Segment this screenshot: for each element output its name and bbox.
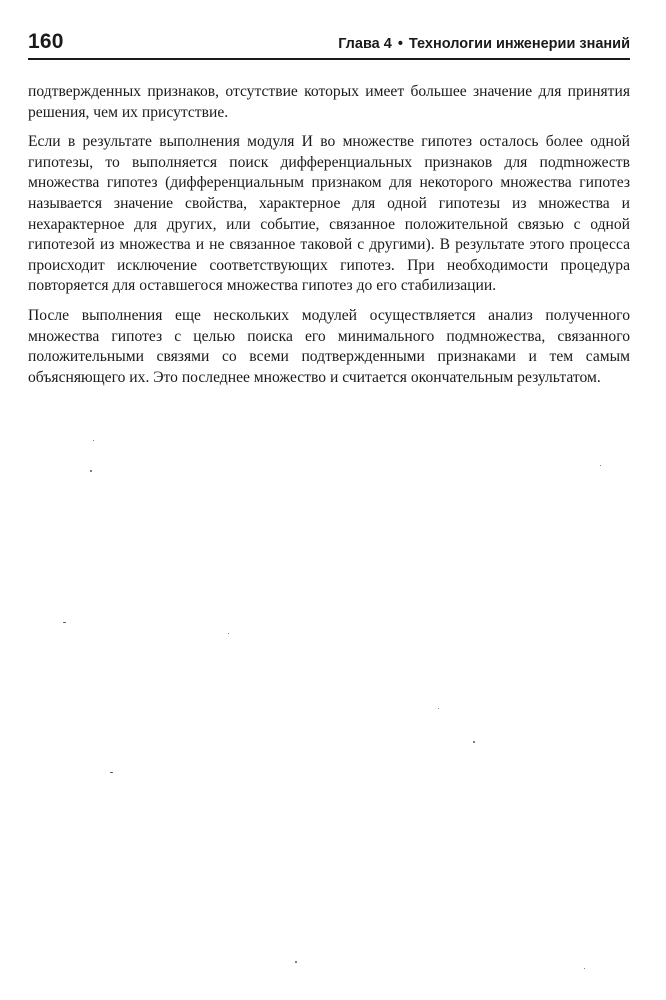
page-number: 160 [28,30,64,53]
scan-speck [93,440,94,441]
bullet-separator: • [397,36,403,52]
chapter-label: Глава 4 [338,36,392,52]
book-page [28,30,630,397]
scan-speck [63,622,66,623]
chapter-title: Технологии инженерии знаний [408,36,630,52]
scan-speck [600,465,601,466]
scan-speck [295,961,297,963]
paragraph: подтвержденных признаков, отсутствие которых имеет большее значение для принятия решения, чем их присутствие. [28,83,630,121]
running-header [28,30,630,60]
paragraph: После выполнения еще нескольких модулей осуществляется анализ полученного множества гипотез с целью поиска его минимального подмножества, связанного положительными связями со всеми подтвержденными признаками и тем самым объясняющего их. Это последнее множество и считается окончательным результатом. [28,306,630,386]
scan-speck [584,968,585,969]
body-text [28,82,630,388]
chapter-heading [338,36,630,52]
scan-speck [90,470,92,472]
scan-speck [473,741,475,743]
paragraph: Если в результате выполнения модуля И во множестве гипотез осталось более одной гипотезы, то выполняется поиск дифференциальных признаков для подmножеств множества гипотез (дифференциальным признаком для некоторого множества гипотез называется значение свойства, характерное для одной гипотезы из множества и нехарактерное для других, или событие, связанное положительной связью с одной гипотезой из множества и не связанное таковой с другими). В результате этого процесса происходит исключение соответствующих гипотез. При необходимости процедура повторяется для оставшегося множества гипотез до его стабилизации. [28,133,630,295]
scan-speck [438,708,439,709]
scan-speck [110,772,113,773]
scan-speck [228,633,229,634]
